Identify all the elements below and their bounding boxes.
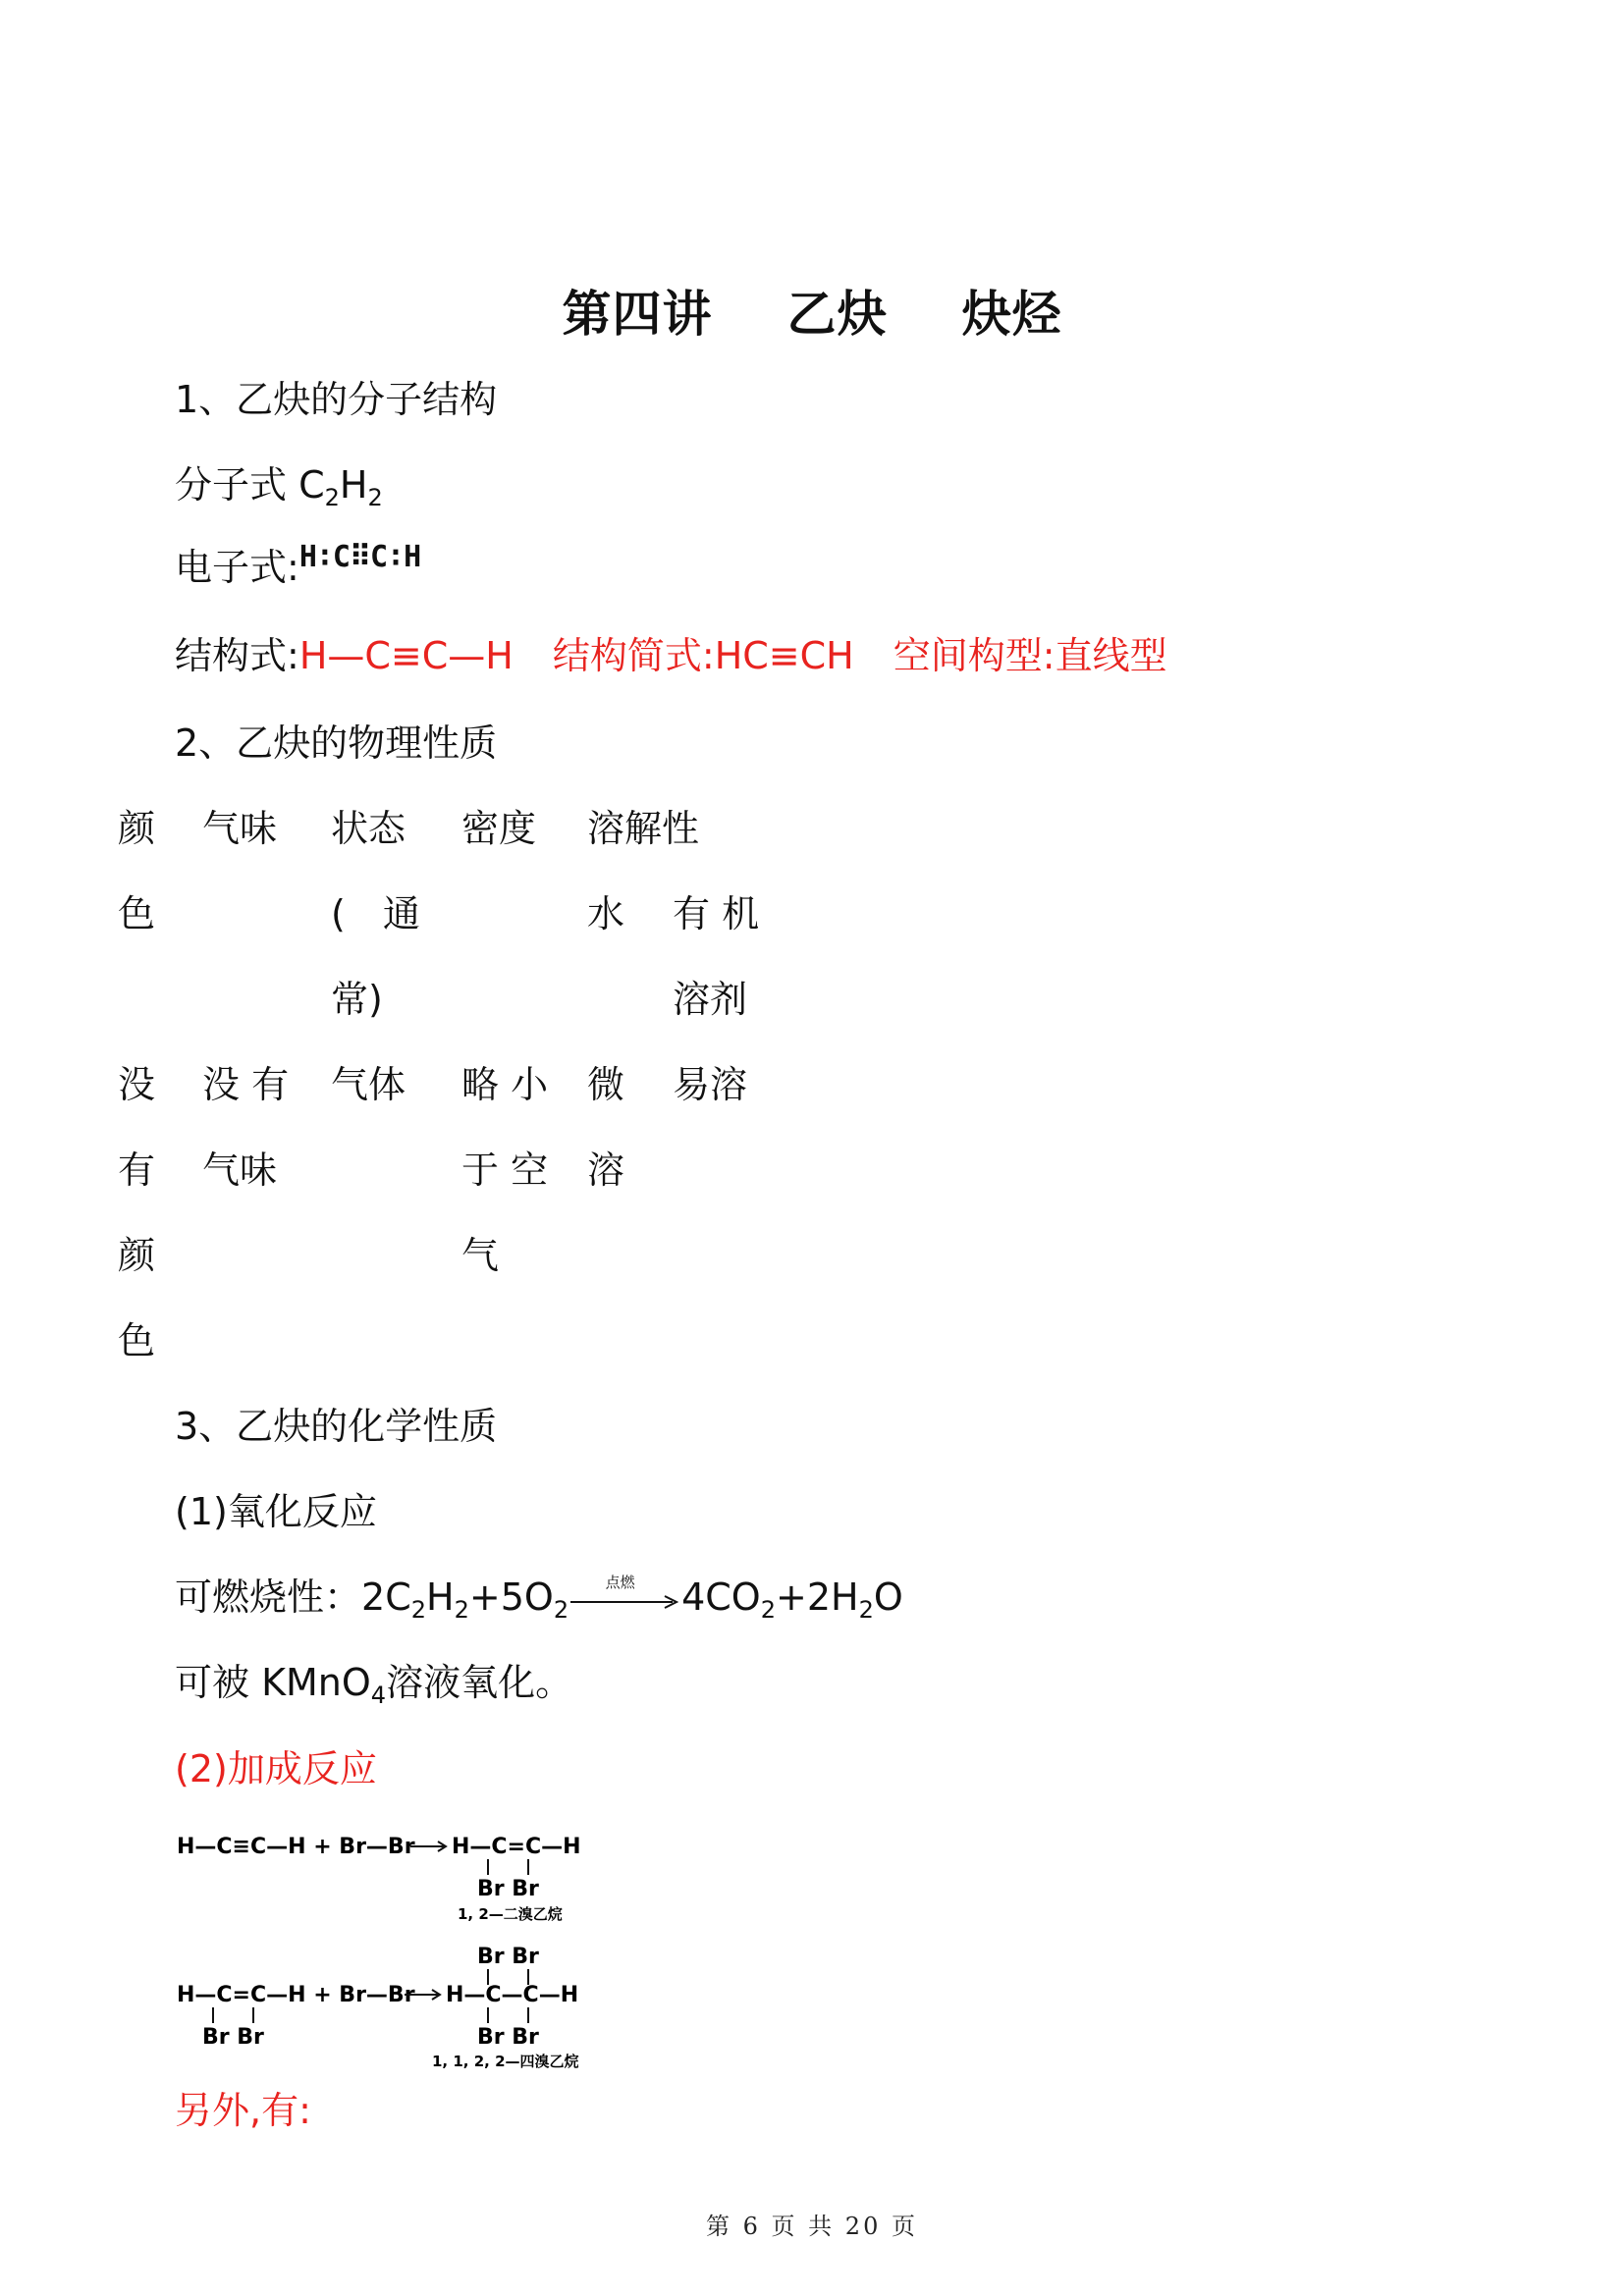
title-part-3: 炔烃 xyxy=(961,286,1062,343)
lhs-sub-1: 2 xyxy=(410,1596,427,1624)
arrow-icon xyxy=(568,1595,678,1609)
value-color-2: 有 xyxy=(118,1148,156,1192)
header-solubility: 溶解性 xyxy=(587,807,700,850)
page-footer: 第 6 页 共 20 页 xyxy=(706,2213,918,2240)
section-1-heading: 1、乙炔的分子结构 xyxy=(175,378,498,421)
molecular-formula-label: 分子式 xyxy=(175,463,299,507)
kmno4-pre: 可被 KMnO xyxy=(175,1661,371,1704)
value-organic: 易溶 xyxy=(673,1063,748,1106)
combustion-condition: 点燃 xyxy=(605,1574,635,1591)
electron-formula-line xyxy=(175,540,421,593)
value-water-1: 微 xyxy=(587,1063,625,1106)
formula-c: C xyxy=(298,463,325,507)
simple-formula-label: 结构简式: xyxy=(552,634,715,677)
reaction-1-substituents: Br Br xyxy=(477,1877,539,1901)
header-state-2: ( 通 xyxy=(331,892,420,935)
value-color-4: 色 xyxy=(118,1319,156,1362)
header-water: 水 xyxy=(587,892,625,935)
spatial-shape-value: 直线型 xyxy=(1055,634,1167,677)
header-color-2: 色 xyxy=(118,892,156,935)
reaction-1-arrow xyxy=(410,1842,446,1851)
kmno4-sub: 4 xyxy=(370,1682,387,1709)
molecular-formula xyxy=(175,463,383,511)
title-part-2: 乙炔 xyxy=(786,286,888,343)
rhs-part-1: 4CO xyxy=(681,1575,761,1619)
header-state-3: 常) xyxy=(331,978,383,1021)
reaction-2-diagram xyxy=(167,1939,599,2086)
section-3-heading: 3、乙炔的化学性质 xyxy=(175,1405,498,1448)
value-odor-1: 没 有 xyxy=(202,1063,290,1106)
rhs-part-3: O xyxy=(873,1575,903,1619)
combustion-equation xyxy=(175,1574,903,1624)
value-density-1: 略 小 xyxy=(461,1063,549,1106)
lhs-sub-2: 2 xyxy=(454,1596,469,1624)
other-reactions-heading: 另外,有: xyxy=(175,2089,311,2132)
structural-formula: H—C≡C—H xyxy=(298,634,514,677)
title-part-1: 第四讲 xyxy=(562,286,713,343)
reaction-2-product-bottom: Br Br xyxy=(477,2025,539,2050)
value-density-3: 气 xyxy=(461,1234,500,1277)
value-density-2: 于 空 xyxy=(461,1148,549,1192)
combustion-label: 可燃烧性： xyxy=(175,1575,362,1619)
value-color-3: 颜 xyxy=(118,1234,156,1277)
kmno4-line xyxy=(175,1661,573,1709)
electron-formula: H∶C⠿C∶H xyxy=(298,540,421,574)
lhs-part-1: 2C xyxy=(361,1575,411,1619)
reaction-2-product-name: 1, 1, 2, 2—四溴乙烷 xyxy=(432,2053,579,2070)
header-odor: 气味 xyxy=(202,807,278,850)
rhs-sub-1: 2 xyxy=(760,1596,776,1624)
rhs-sub-2: 2 xyxy=(858,1596,874,1624)
formula-h-sub: 2 xyxy=(367,484,383,511)
addition-heading: (2)加成反应 xyxy=(175,1747,377,1790)
page-title xyxy=(0,285,1624,344)
electron-formula-label: 电子式: xyxy=(175,546,299,589)
reaction-1-diagram xyxy=(167,1826,599,1934)
formula-h: H xyxy=(339,463,368,507)
structure-line xyxy=(175,634,1167,677)
simple-formula: HC≡CH xyxy=(714,634,854,677)
reaction-1-product: H—C=C—H xyxy=(452,1835,581,1859)
value-state: 气体 xyxy=(331,1063,406,1106)
rhs-part-2: +2H xyxy=(776,1575,859,1619)
reaction-1-product-name: 1, 2—二溴乙烷 xyxy=(458,1905,563,1923)
reaction-arrow xyxy=(568,1575,681,1619)
header-color-1: 颜 xyxy=(118,807,156,850)
kmno4-post: 溶液氧化。 xyxy=(386,1661,573,1704)
header-density: 密度 xyxy=(461,807,537,850)
formula-c-sub: 2 xyxy=(324,484,340,511)
structural-formula-label: 结构式: xyxy=(175,634,299,677)
lhs-part-2: H xyxy=(426,1575,455,1619)
reaction-2-reactant: H—C=C—H + Br—Br xyxy=(177,1983,415,2007)
reaction-2-product-top: Br Br xyxy=(477,1945,539,1969)
value-odor-2: 气味 xyxy=(202,1148,278,1192)
value-water-2: 溶 xyxy=(587,1148,625,1192)
header-organic-1: 有 机 xyxy=(673,892,760,935)
section-2-heading: 2、乙炔的物理性质 xyxy=(175,721,498,765)
reaction-2-reactant-sub: Br Br xyxy=(202,2025,264,2050)
header-state-1: 状态 xyxy=(331,807,406,850)
lhs-part-3: +5O xyxy=(468,1575,554,1619)
value-color-1: 没 xyxy=(118,1063,156,1106)
reaction-1-reactant: H—C≡C—H + Br—Br xyxy=(177,1835,415,1859)
spatial-shape-label: 空间构型: xyxy=(893,634,1056,677)
lhs-sub-3: 2 xyxy=(553,1596,569,1624)
header-organic-2: 溶剂 xyxy=(673,978,748,1021)
oxidation-heading: (1)氧化反应 xyxy=(175,1490,377,1533)
reaction-2-product: H—C—C—H xyxy=(446,1983,579,2007)
